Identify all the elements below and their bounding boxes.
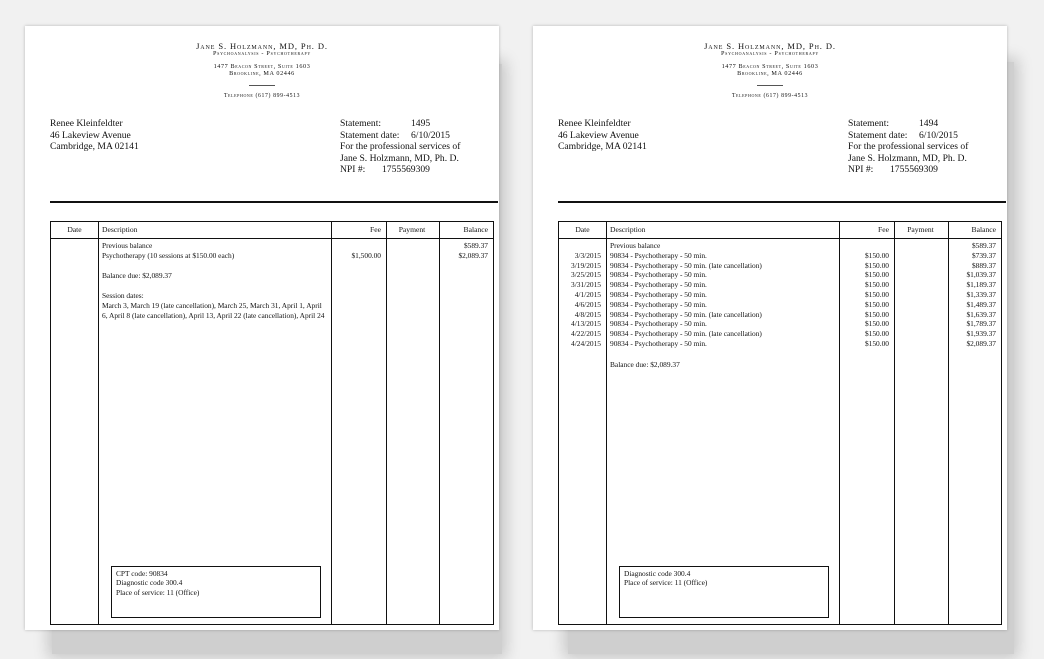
col-header-date: Date: [67, 225, 82, 234]
statement-page-1495: [25, 26, 499, 630]
row-date: 4/24/2015: [571, 339, 601, 348]
row-date: 4/1/2015: [574, 290, 601, 299]
statement-date: 6/10/2015: [919, 129, 958, 141]
col-header-description: Description: [610, 225, 646, 234]
recipient-city: Cambridge, MA 02141: [558, 141, 647, 152]
row-description: 90834 - Psychotherapy - 50 min.: [610, 299, 707, 309]
row-date: 4/13/2015: [571, 319, 601, 329]
statement-date-label: Statement date:: [340, 129, 400, 141]
letterhead-divider: [757, 85, 783, 86]
row-fee: $150.00: [864, 290, 889, 299]
letterhead-divider: [249, 85, 275, 86]
row-description: 90834 - Psychotherapy - 50 min.: [610, 250, 707, 260]
row-date: 4/22/2015: [571, 329, 601, 339]
row-balance: $1,939.37: [966, 329, 996, 339]
place-of-service: Place of service: 11 (Office): [116, 587, 200, 597]
row-balance: $2,089.37: [966, 339, 996, 348]
session-dates-label: Session dates:: [102, 291, 144, 300]
codes-box: [619, 566, 829, 618]
diagnostic-code: Diagnostic code 300.4: [116, 578, 183, 588]
col-divider: [606, 222, 607, 624]
recipient-street: 46 Lakeview Avenue: [50, 129, 131, 141]
col-header-description: Description: [102, 225, 138, 234]
row-description: 90834 - Psychotherapy - 50 min.: [610, 319, 707, 329]
row-balance: $1,339.37: [966, 290, 996, 299]
col-header-payment: Payment: [907, 225, 934, 234]
row-description: 90834 - Psychotherapy - 50 min. (late cancellation): [610, 329, 762, 339]
col-header-payment: Payment: [398, 225, 426, 234]
balance-due: Balance due: $2,089.37: [610, 360, 680, 369]
row-fee: $150.00: [864, 260, 889, 270]
col-divider: [894, 222, 895, 624]
row-balance: $589.37: [971, 241, 996, 250]
header-divider: [51, 238, 493, 239]
address-line-1: 1477 Beacon Street, Suite 1603: [213, 63, 311, 71]
row-date: 3/31/2015: [571, 280, 601, 290]
provider-name: Jane S. Holzmann, MD, Ph. D.: [704, 41, 836, 51]
row-balance: $1,189.37: [966, 280, 996, 290]
row-date: 3/25/2015: [571, 270, 601, 280]
row-balance: $1,639.37: [966, 309, 996, 319]
row-fee: $150.00: [864, 339, 889, 348]
statement-info: [848, 118, 968, 176]
npi-number: 1755569309: [382, 164, 430, 175]
codes-box: [111, 566, 321, 618]
statement-date: 6/10/2015: [411, 129, 450, 141]
col-divider: [439, 222, 440, 624]
address-line-2: Brookline, MA 02446: [737, 69, 803, 77]
col-divider: [331, 222, 332, 624]
provider-name: Jane S. Holzmann, MD, Ph. D.: [196, 41, 328, 51]
telephone: Telephone (617) 899-4513: [731, 92, 809, 99]
telephone: Telephone (617) 899-4513: [223, 92, 301, 99]
npi-number: 1755569309: [890, 164, 938, 175]
row-balance: $1,039.37: [966, 270, 996, 280]
ledger-table: [558, 221, 1002, 625]
place-of-service: Place of service: 11 (Office): [624, 578, 708, 588]
npi-label: NPI #:: [340, 164, 366, 175]
row-fee: $150.00: [864, 250, 889, 260]
services-line: For the professional services of: [340, 141, 461, 152]
col-header-fee: Fee: [878, 225, 889, 234]
statement-label: Statement:: [340, 118, 382, 129]
col-header-date: Date: [575, 225, 590, 234]
col-header-balance: Balance: [971, 225, 996, 234]
statement-provider: Jane S. Holzmann, MD, Ph. D.: [848, 152, 967, 164]
row-description: Previous balance: [102, 241, 153, 250]
col-divider: [386, 222, 387, 624]
cpt-code: CPT code: 90834: [116, 569, 168, 578]
row-description: 90834 - Psychotherapy - 50 min.: [610, 270, 707, 280]
row-fee: $150.00: [864, 319, 889, 329]
row-description: 90834 - Psychotherapy - 50 min.: [610, 280, 707, 290]
row-balance: $1,789.37: [966, 319, 996, 329]
npi-label: NPI #:: [848, 164, 874, 175]
statement-page-1494: [533, 26, 1007, 630]
col-header-balance: Balance: [463, 225, 488, 234]
header-divider: [559, 238, 1001, 239]
row-description: 90834 - Psychotherapy - 50 min.: [610, 339, 707, 348]
row-balance: $1,489.37: [966, 299, 996, 309]
row-description: 90834 - Psychotherapy - 50 min. (late cancellation): [610, 309, 762, 319]
row-fee: $1,500.00: [351, 251, 381, 260]
recipient-city: Cambridge, MA 02141: [50, 141, 139, 152]
row-description: 90834 - Psychotherapy - 50 min.: [610, 290, 707, 299]
recipient-street: 46 Lakeview Avenue: [558, 129, 639, 141]
letterhead: [25, 42, 499, 99]
row-date: 4/8/2015: [574, 309, 601, 319]
header-rule: [50, 201, 498, 203]
row-fee: $150.00: [864, 309, 889, 319]
services-line: For the professional services of: [848, 141, 969, 152]
balance-due: Balance due: $2,089.37: [102, 271, 172, 280]
header-rule: [558, 201, 1006, 203]
row-balance: $739.37: [971, 250, 996, 260]
col-divider: [98, 222, 99, 624]
address-line-2: Brookline, MA 02446: [229, 69, 295, 77]
row-balance: $889.37: [971, 260, 996, 270]
provider-specialty: Psychoanalysis - Psychotherapy: [213, 50, 311, 58]
diagnostic-code: Diagnostic code 300.4: [624, 569, 691, 578]
recipient-name: Renee Kleinfeldter: [558, 118, 631, 129]
col-header-fee: Fee: [370, 225, 381, 234]
recipient-address: [558, 118, 647, 153]
letterhead: [533, 42, 1007, 99]
row-fee: $150.00: [864, 270, 889, 280]
provider-specialty: Psychoanalysis - Psychotherapy: [721, 50, 819, 58]
statement-number: 1495: [411, 118, 431, 129]
row-description: Previous balance: [610, 241, 661, 250]
row-description: 90834 - Psychotherapy - 50 min. (late cancellation): [610, 260, 762, 270]
ledger-table: [50, 221, 494, 625]
row-fee: $150.00: [864, 280, 889, 290]
address-line-1: 1477 Beacon Street, Suite 1603: [721, 63, 819, 71]
statement-date-label: Statement date:: [848, 129, 908, 141]
row-date: 4/6/2015: [574, 299, 601, 309]
row-balance: $589.37: [463, 241, 488, 250]
statement-number: 1494: [919, 118, 939, 129]
recipient-name: Renee Kleinfeldter: [50, 118, 123, 129]
session-dates: March 3, March 19 (late cancellation), March 25, March 31, April 1, April 6, April 8 (late cancellation), April 13, April 22 (late cancellation), April 24: [102, 301, 325, 320]
statement-info: [340, 118, 460, 176]
row-fee: $150.00: [864, 329, 889, 339]
row-description: Psychotherapy (10 sessions at $150.00 each): [102, 251, 235, 260]
row-date: 3/3/2015: [574, 250, 601, 260]
row-balance: $2,089.37: [458, 251, 488, 260]
row-fee: $150.00: [864, 299, 889, 309]
row-date: 3/19/2015: [571, 260, 601, 270]
statement-provider: Jane S. Holzmann, MD, Ph. D.: [340, 152, 459, 164]
recipient-address: [50, 118, 139, 153]
statement-label: Statement:: [848, 118, 890, 129]
